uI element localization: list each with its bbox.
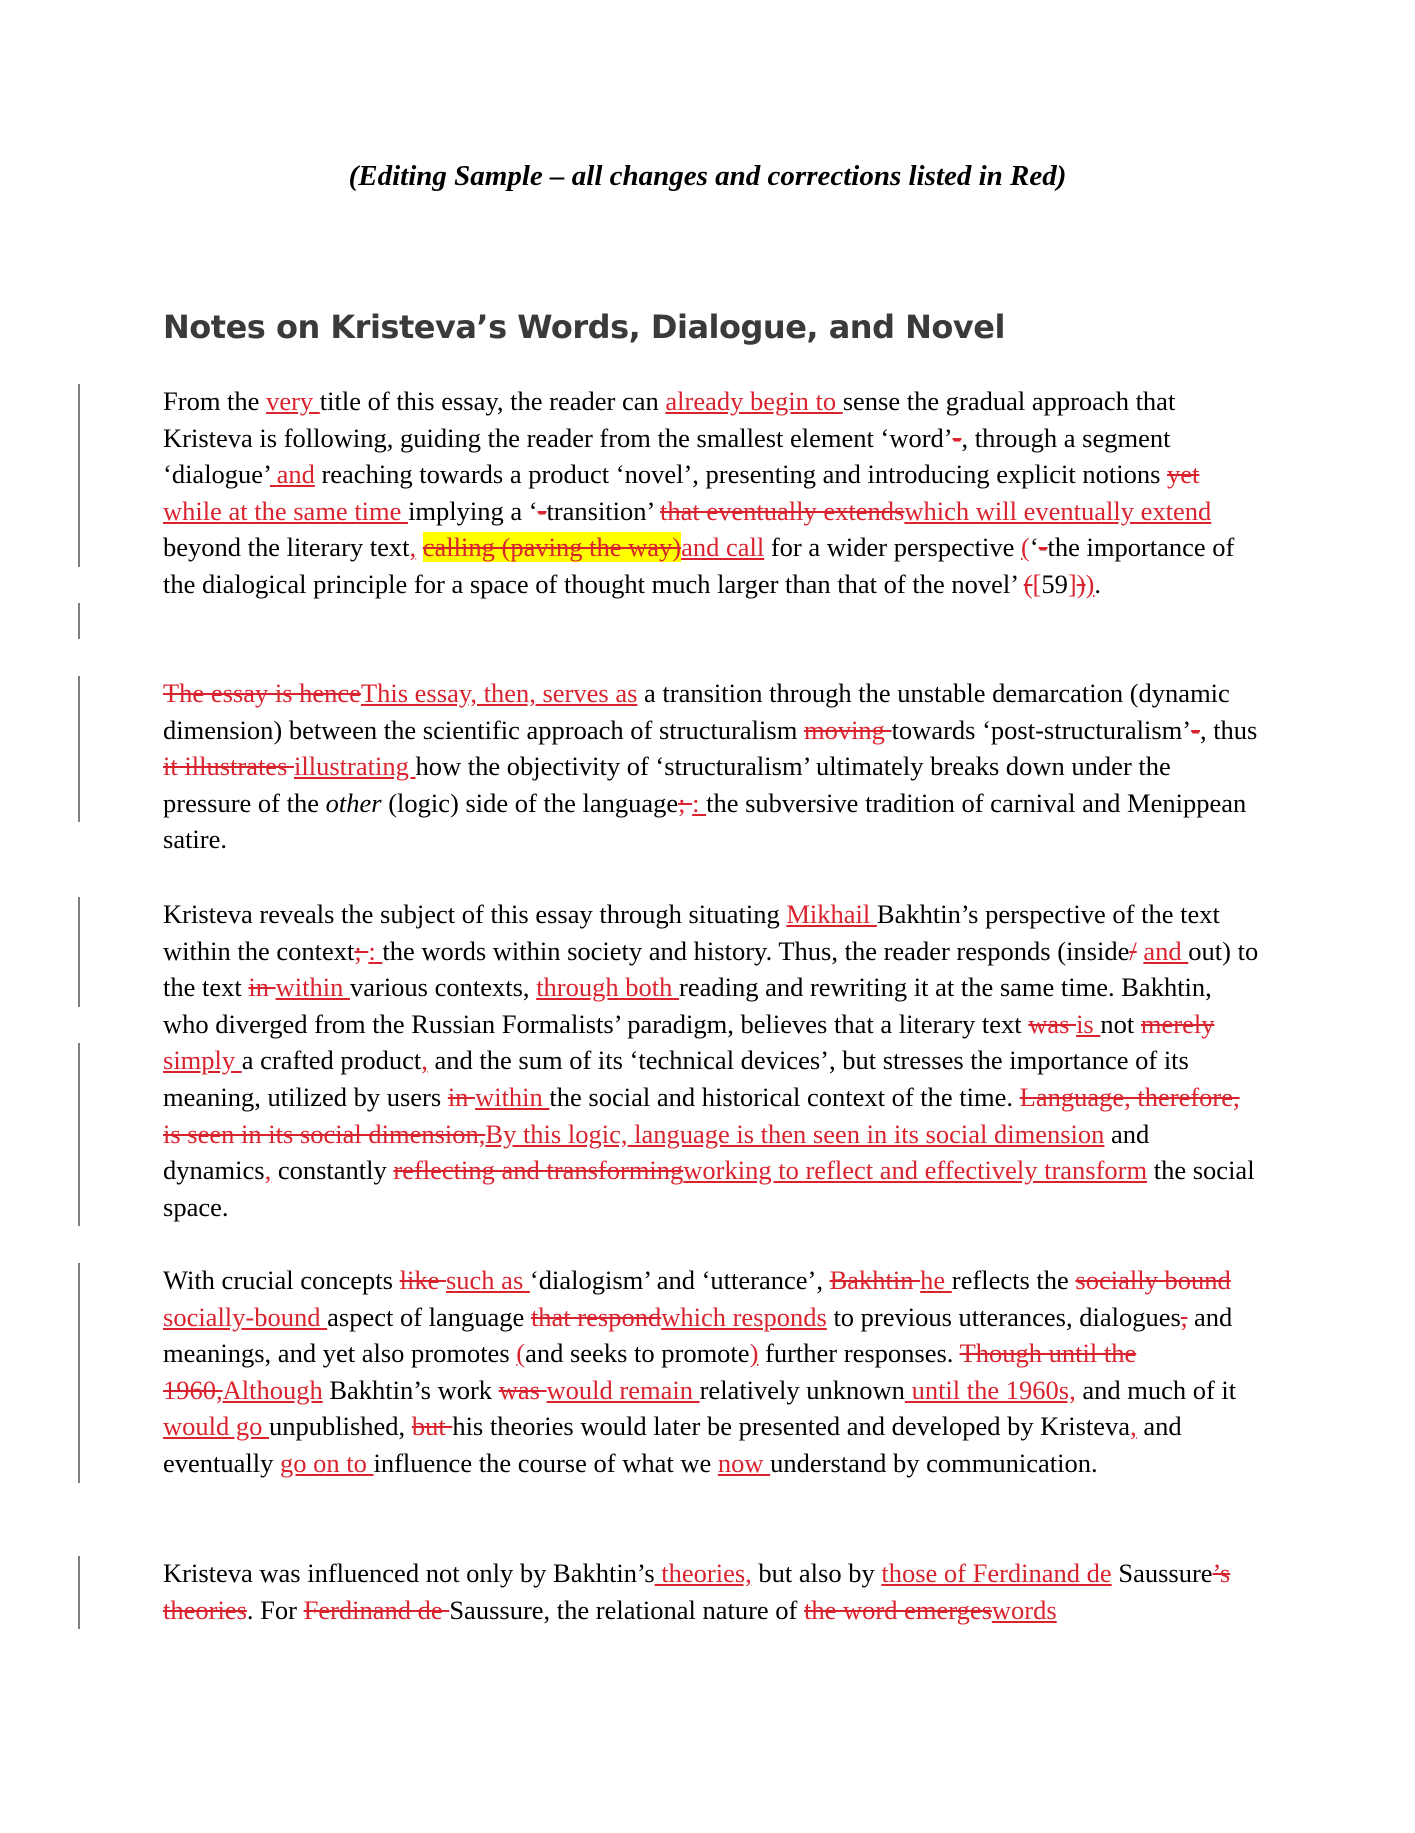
deleted-text: was (1028, 1008, 1077, 1039)
inserted-text: working to reflect and effectively transform (683, 1155, 1148, 1186)
deleted-text: yet (1167, 459, 1200, 490)
inserted-text: now (717, 1447, 771, 1478)
inserted-text: illustrating (294, 751, 416, 782)
inserted-text: By this logic, language is then seen in its social dimension (485, 1118, 1105, 1149)
plain-text: sense the gradual approach that Kristeva is following, guiding the reader from the smallest element ‘word’ (163, 386, 1176, 453)
deleted-text: that eventually extends (660, 495, 905, 526)
inserted-text: those of Ferdinand de (881, 1558, 1112, 1588)
plain-text: but also by (751, 1558, 882, 1588)
plain-text: Bakhtin’s work (322, 1374, 499, 1405)
inserted-text: ] (1067, 568, 1077, 599)
plain-text: understand by communication. (770, 1447, 1098, 1478)
plain-text: ‘dialogism’ and ‘utterance’, (529, 1265, 830, 1295)
plain-text: the subversive tradition of carnival and Menippean satire. (163, 787, 1247, 855)
plain-text: not (1100, 1008, 1141, 1039)
plain-text: and dynamics (163, 1118, 1150, 1186)
plain-text: out) to the text (163, 935, 1259, 1003)
plain-text: towards ‘post-structuralism’ (891, 714, 1192, 745)
plain-text: a crafted product (241, 1045, 422, 1076)
deleted-text: reflecting and transforming (393, 1155, 684, 1186)
inserted-text: and (1143, 935, 1189, 966)
plain-text: (logic) side of the language (381, 787, 679, 818)
inserted-text: ) (1085, 568, 1095, 599)
inserted-text: is (1076, 1008, 1101, 1039)
inserted-text: he (920, 1265, 952, 1295)
deleted-text: ( (1023, 568, 1033, 599)
inserted-text: would go (163, 1411, 269, 1442)
inserted-text: : (692, 787, 707, 818)
deleted-text: Bakhtin (829, 1265, 921, 1295)
inserted-text: until the 1960s, (904, 1374, 1076, 1405)
plain-text: relatively unknown (699, 1374, 905, 1405)
deleted-text: in (248, 972, 276, 1003)
inserted-text: such as (445, 1265, 530, 1295)
inserted-text: socially-bound (163, 1301, 328, 1332)
deleted-text: moving (803, 714, 892, 745)
change-bar (78, 1556, 80, 1629)
deleted-text: in (447, 1081, 476, 1112)
emphasized-text: other (325, 787, 382, 818)
deleted-text: that respond (530, 1301, 662, 1332)
deleted-text: - (952, 422, 962, 453)
plain-text: and the sum of its ‘technical devices’, but stresses the importance of its meaning, utilized by users (163, 1045, 1189, 1112)
inserted-text: and call (681, 532, 765, 563)
change-bar (78, 676, 80, 822)
deleted-text: was (498, 1374, 547, 1405)
deleted-text: Though until the 1960, (163, 1338, 1137, 1405)
inserted-text: [ (1032, 568, 1042, 599)
inserted-text: : (368, 935, 383, 966)
plain-text: and seeks to promote (525, 1338, 750, 1369)
deleted-text: but (411, 1411, 453, 1442)
plain-text: influence the course of what we (373, 1447, 718, 1478)
inserted-text: while at the same time (163, 495, 409, 526)
plain-text: his theories would later be presented and developed by Kristeva (452, 1411, 1131, 1442)
inserted-text: , (264, 1155, 272, 1186)
plain-text: , thus (1199, 714, 1258, 745)
plain-text: and meanings, and yet also promotes (163, 1301, 1233, 1369)
deleted-text: it illustrates (163, 751, 295, 782)
inserted-text: ( (1021, 532, 1030, 563)
inserted-text: which will eventually extend (904, 495, 1212, 526)
deleted-text: Language, therefore, is seen in its social dimension, (163, 1081, 1240, 1149)
change-bar (78, 1263, 80, 1483)
inserted-text: through both (536, 972, 679, 1003)
inserted-text: , (421, 1045, 428, 1076)
paragraph-4 (163, 1262, 1263, 1482)
plain-text: Saussure (1111, 1558, 1213, 1588)
plain-text: Bakhtin’s perspective of the text within the context (163, 899, 1220, 966)
plain-text: Saussure, the relational nature of (449, 1594, 804, 1625)
change-bar (78, 1043, 80, 1226)
plain-text: the words within society and history. Thus, the reader responds (inside (382, 935, 1130, 966)
inserted-text: which responds (661, 1301, 827, 1332)
plain-text: title of this essay, the reader can (319, 386, 666, 416)
deleted-text: ’s theories (163, 1558, 1231, 1625)
paragraph-2 (163, 675, 1263, 858)
deleted-text: - (1191, 714, 1200, 745)
deleted-text: ; (354, 935, 369, 966)
deleted-text: - (1038, 532, 1048, 563)
sample-title: (Editing Sample – all changes and corrections listed in Red) (348, 160, 1067, 192)
inserted-text: and (269, 459, 315, 490)
plain-text: to previous utterances, dialogues (826, 1301, 1181, 1332)
document-heading: Notes on Kristeva’s Words, Dialogue, and Novel (163, 308, 1005, 346)
deleted-text: ; (678, 787, 693, 818)
deleted-highlighted-text: calling (paving the way) (422, 532, 682, 563)
inserted-text: Although (222, 1374, 323, 1405)
plain-text: . For (246, 1594, 304, 1625)
plain-text: a transition through the unstable demarcation (dynamic dimension) between the scientific approach of structuralism (163, 678, 1230, 745)
inserted-text: ( (516, 1338, 526, 1369)
deleted-text: ) (1076, 568, 1086, 599)
inserted-text: , (1130, 1411, 1137, 1442)
plain-text: From the (163, 386, 267, 416)
plain-text: reading and rewriting it at the same time. Bakhtin, who diverged from the Russian Formalists’ paradigm, believes that a literary text (163, 972, 1212, 1039)
deleted-text: socially bound (1075, 1265, 1231, 1295)
plain-text: the importance of the dialogical principle for a space of thought much larger than that of the novel’ (163, 532, 1235, 599)
deleted-text: - (537, 495, 547, 526)
paragraph-1 (163, 383, 1263, 603)
plain-text: the social and historical context of the time. (549, 1081, 1020, 1112)
deleted-text: merely (1140, 1008, 1215, 1039)
plain-text: how the objectivity of ‘structuralism’ ultimately breaks down under the pressure of the (163, 751, 1171, 818)
plain-text: reflects the (951, 1265, 1076, 1295)
plain-text: Kristeva was influenced not only by Bakhtin’s (163, 1558, 655, 1588)
inserted-text: words (991, 1594, 1057, 1625)
deleted-text: like (399, 1265, 446, 1295)
inserted-text: , (409, 532, 417, 563)
inserted-text: very (266, 386, 320, 416)
plain-text: beyond the literary text (163, 532, 410, 563)
plain-text: With crucial concepts (163, 1265, 400, 1295)
plain-text: 59 (1041, 568, 1068, 599)
plain-text: implying a ‘ (408, 495, 538, 526)
inserted-text: This essay, then, serves as (360, 678, 638, 708)
inserted-text: within (475, 1081, 550, 1112)
deleted-text: the word emerges (804, 1594, 992, 1625)
inserted-text: simply (163, 1045, 242, 1076)
deleted-text: Ferdinand de (303, 1594, 450, 1625)
inserted-text: already begin to (665, 386, 843, 416)
inserted-text: within (275, 972, 350, 1003)
deleted-text: , (1180, 1301, 1188, 1332)
inserted-text: Mikhail (786, 899, 877, 929)
deleted-text: / (1129, 935, 1137, 966)
plain-text: . (1094, 568, 1101, 599)
plain-text: constantly (271, 1155, 394, 1186)
plain-text: Kristeva reveals the subject of this essay through situating (163, 899, 787, 929)
change-bar (78, 897, 80, 1007)
paragraph-5 (163, 1555, 1263, 1628)
plain-text: the social space. (163, 1155, 1255, 1222)
plain-text: ‘ (1029, 532, 1039, 563)
inserted-text: ) (749, 1338, 759, 1369)
change-bar (78, 603, 80, 639)
plain-text: unpublished, (269, 1411, 412, 1442)
plain-text: and eventually (163, 1411, 1182, 1478)
plain-text: for a wider perspective (764, 532, 1021, 563)
paragraph-3 (163, 896, 1263, 1225)
plain-text: aspect of language (327, 1301, 531, 1332)
plain-text: various contexts, (349, 972, 537, 1003)
plain-text: and much of it (1075, 1374, 1237, 1405)
inserted-text: would remain (546, 1374, 700, 1405)
plain-text: reaching towards a product ‘novel’, presenting and introducing explicit notions (314, 459, 1168, 490)
plain-text: , through a segment ‘dialogue’ (163, 422, 1171, 490)
inserted-text: theories, (654, 1558, 752, 1588)
plain-text: transition’ (546, 495, 661, 526)
deleted-text: The essay is hence (163, 678, 361, 708)
plain-text (416, 532, 423, 562)
plain-text: further responses. (758, 1338, 960, 1369)
change-bar (78, 384, 80, 567)
inserted-text: go on to (280, 1447, 374, 1478)
